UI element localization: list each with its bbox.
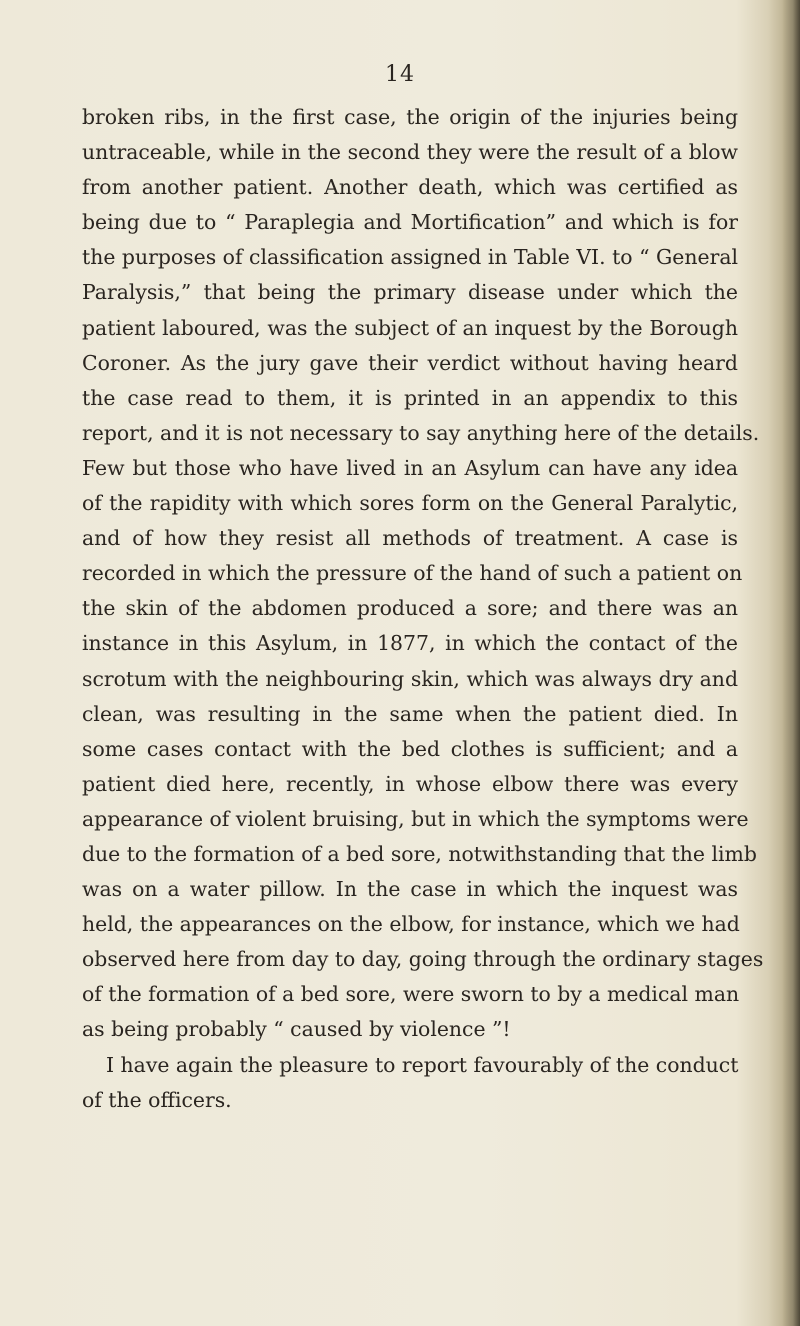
text-line: broken ribs, in the first case, the origin of the injuries being (82, 105, 738, 129)
text-line: as being probably “ caused by violence ”! (82, 1017, 511, 1042)
text-line: clean, was resulting in the same when the patient died. In (82, 701, 738, 726)
text-line: of the formation of a bed sore, were sworn to by a medical man (82, 982, 740, 1007)
page-number: 14 (385, 62, 415, 87)
page-edge-shadow (782, 0, 800, 1326)
text-line: the purposes of classification assigned in Table VI. to “ General (82, 245, 738, 270)
text-line: recorded in which the pressure of the hand of such a patient on (82, 561, 743, 586)
text-line: from another patient. Another death, which was certified as (82, 175, 738, 200)
text-line: of the officers. (82, 1087, 232, 1112)
text-line: the case read to them, it is printed in an appendix to this (82, 385, 738, 410)
text-line: and of how they resist all methods of treatment. A case is (82, 526, 738, 551)
text-line: of the rapidity with which sores form on the General Paralytic, (82, 491, 738, 516)
text-line: the skin of the abdomen produced a sore; and there was an (82, 596, 738, 621)
text-line: Few but those who have lived in an Asylum can have any idea (82, 455, 738, 480)
text-line: report, and it is not necessary to say anything here of the details. (82, 420, 760, 445)
text-line: appearance of violent bruising, but in which the symptoms were (82, 806, 749, 831)
text-line: Coroner. As the jury gave their verdict without having heard (82, 350, 738, 375)
text-line: patient died here, recently, in whose elbow there was every (82, 771, 738, 796)
text-line: instance in this Asylum, in 1877, in which the contact of the (82, 631, 738, 656)
text-line: some cases contact with the bed clothes is sufficient; and a (82, 736, 738, 761)
text-line: I have again the pleasure to report favourably of the conduct (106, 1052, 739, 1077)
text-line: was on a water pillow. In the case in which the inquest was (82, 877, 738, 902)
text-line: Paralysis,” that being the primary disease under which the (82, 280, 738, 305)
text-line: patient laboured, was the subject of an inquest by the Borough (82, 315, 738, 340)
text-line: held, the appearances on the elbow, for instance, which we had (82, 912, 740, 937)
text-line: scrotum with the neighbouring skin, which was always dry and (82, 666, 738, 691)
text-line: due to the formation of a bed sore, notwithstanding that the limb (82, 841, 757, 866)
body-text (82, 100, 764, 1118)
text-line: untraceable, while in the second they were the result of a blow (82, 140, 738, 165)
text-line: being due to “ Paraplegia and Mortification” and which is for (82, 210, 738, 235)
text-line: observed here from day to day, going through the ordinary stages (82, 947, 764, 972)
